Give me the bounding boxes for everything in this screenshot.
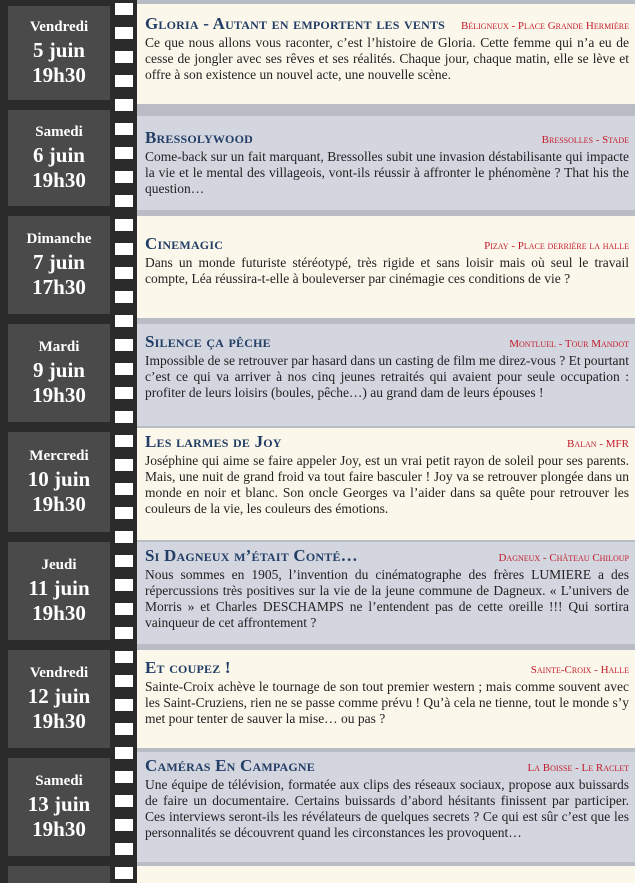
- event-entry: [137, 324, 635, 426]
- event-date: 10 juin: [27, 467, 91, 491]
- date-frame: [8, 758, 110, 856]
- event-title: Si Dagneux m’était Conté…: [145, 546, 358, 565]
- date-frame: [8, 6, 110, 100]
- event-entry: [137, 116, 635, 210]
- event-location: Pizay - Place derrière la halle: [484, 240, 629, 252]
- date-frame-partial: [8, 866, 110, 883]
- event-entry-partial: [137, 866, 635, 883]
- event-title: Cinemagic: [145, 234, 224, 253]
- event-title: Les larmes de Joy: [145, 432, 282, 451]
- event-date: 11 juin: [28, 576, 90, 600]
- event-day: Samedi: [35, 773, 83, 789]
- event-title: Silence ça pêche: [145, 332, 271, 351]
- event-title: Bressolywood: [145, 128, 253, 147]
- event-date: 6 juin: [33, 143, 85, 167]
- event-entry: [137, 650, 635, 748]
- event-description: Une équipe de télévision, formatée aux clips des réseaux sociaux, propose aux buissards de faire un documentaire. Certains buissards d’abord hésitants finissent par participer. Ces interviews seront-ils les révélateurs de quelques secrets ? Ce qui est sûr c’est que les personnalités se découvrent quand les circonstances les provoquent…: [145, 777, 629, 840]
- event-day: Mercredi: [29, 448, 89, 464]
- event-location: Béligneux - Place Grande Hermière: [461, 20, 629, 32]
- date-frame: [8, 216, 110, 314]
- event-title: Caméras En Campagne: [145, 756, 315, 775]
- film-perforations: [115, 0, 133, 883]
- program-list: [137, 0, 635, 883]
- event-title: Gloria - Autant en emportent les vents: [145, 14, 446, 33]
- event-day: Dimanche: [26, 231, 92, 247]
- event-description: Joséphine qui aime se faire appeler Joy, est un vrai petit rayon de soleil pour ses parents. Mais, une nuit de grand froid va tout faire basculer ! Joy va se retrouver plongée dans un monde en noir et blanc. Son oncle Georges va l’aider dans sa quête pour retrouver les couleurs de la vie, les couleurs des émotions.: [145, 453, 629, 516]
- event-description: Nous sommes en 1905, l’invention du cinématographe des frères LUMIERE a des répercussions très positives sur la vie de la jeune commune de Dagneux. « L’univers de Morris » et Charles DESCHAMPS ne l’entendent pas de cette oreille !!! Qui sortira vainqueur de cet affrontement ?: [145, 567, 629, 630]
- event-time: 19h30: [32, 709, 86, 733]
- event-date: 9 juin: [33, 358, 85, 382]
- event-location: Montluel - Tour Mandot: [509, 338, 629, 350]
- event-time: 19h30: [32, 63, 86, 87]
- event-date: 5 juin: [33, 38, 85, 62]
- event-description: Come-back sur un fait marquant, Bressolles subit une invasion déstabilisante qui impacte la vie et le mental des villageois, vont-ils réussir à affronter le phénomène ? That his the question…: [145, 149, 629, 196]
- date-frame: [8, 650, 110, 748]
- event-day: Jeudi: [41, 557, 77, 573]
- event-day: Samedi: [35, 124, 83, 140]
- date-frame: [8, 542, 110, 640]
- film-strip: [0, 0, 137, 883]
- event-location: Sainte-Croix - Halle: [530, 664, 629, 676]
- date-frame: [8, 110, 110, 206]
- event-date: 12 juin: [27, 684, 91, 708]
- event-time: 19h30: [32, 492, 86, 516]
- event-description: Sainte-Croix achève le tournage de son tout premier western ; mais comme souvent avec les Saint-Cruziens, rien ne se passe comme prévu ! Qu’à cela ne tienne, tout le monde s’y met pour tenter de sauver la mise… ou pas ?: [145, 679, 629, 726]
- event-date: 7 juin: [33, 250, 85, 274]
- event-title: Et coupez !: [145, 658, 231, 677]
- event-entry: [137, 428, 635, 540]
- event-day: Mardi: [38, 339, 80, 355]
- event-description: Dans un monde futuriste stéréotypé, très rigide et sans loisir mais où seul le travail compte, Léa réussira-t-elle à bouleverser par cinémagie ces conditions de vie ?: [145, 255, 629, 286]
- event-location: Dagneux - Château Chiloup: [498, 552, 629, 564]
- event-description: Ce que nous allons vous raconter, c’est l’histoire de Gloria. Cette femme qui n’a eu de cesse de jongler avec ses rêves et ses réalités. Chaque jour, chaque matin, elle se lève et offre à son existence un nouvel acte, une nouvelle scène.: [145, 35, 629, 82]
- event-time: 19h30: [32, 601, 86, 625]
- event-time: 17h30: [32, 275, 86, 299]
- event-entry: [137, 4, 635, 104]
- date-frame: [8, 324, 110, 422]
- event-description: Impossible de se retrouver par hasard dans un casting de film me direz-vous ? Et pourtant c’est ce qui va arriver à nos cinq jeunes retraités qui avaient pour seule occupation : profiter de leurs loisirs (boules, pêche…) au grand dam de leurs épouses !: [145, 353, 629, 400]
- event-day: Vendredi: [29, 19, 89, 35]
- event-entry: [137, 542, 635, 644]
- event-location: Balan - MFR: [567, 438, 629, 450]
- event-entry: [137, 752, 635, 862]
- date-frame: [8, 432, 110, 532]
- event-time: 19h30: [32, 168, 86, 192]
- event-location: La Boisse - Le Raclet: [527, 762, 629, 774]
- event-day: Vendredi: [29, 665, 89, 681]
- event-time: 19h30: [32, 383, 86, 407]
- event-date: 13 juin: [27, 792, 91, 816]
- event-location: Bressolles - Stade: [541, 134, 629, 146]
- event-time: 19h30: [32, 817, 86, 841]
- event-entry: [137, 216, 635, 318]
